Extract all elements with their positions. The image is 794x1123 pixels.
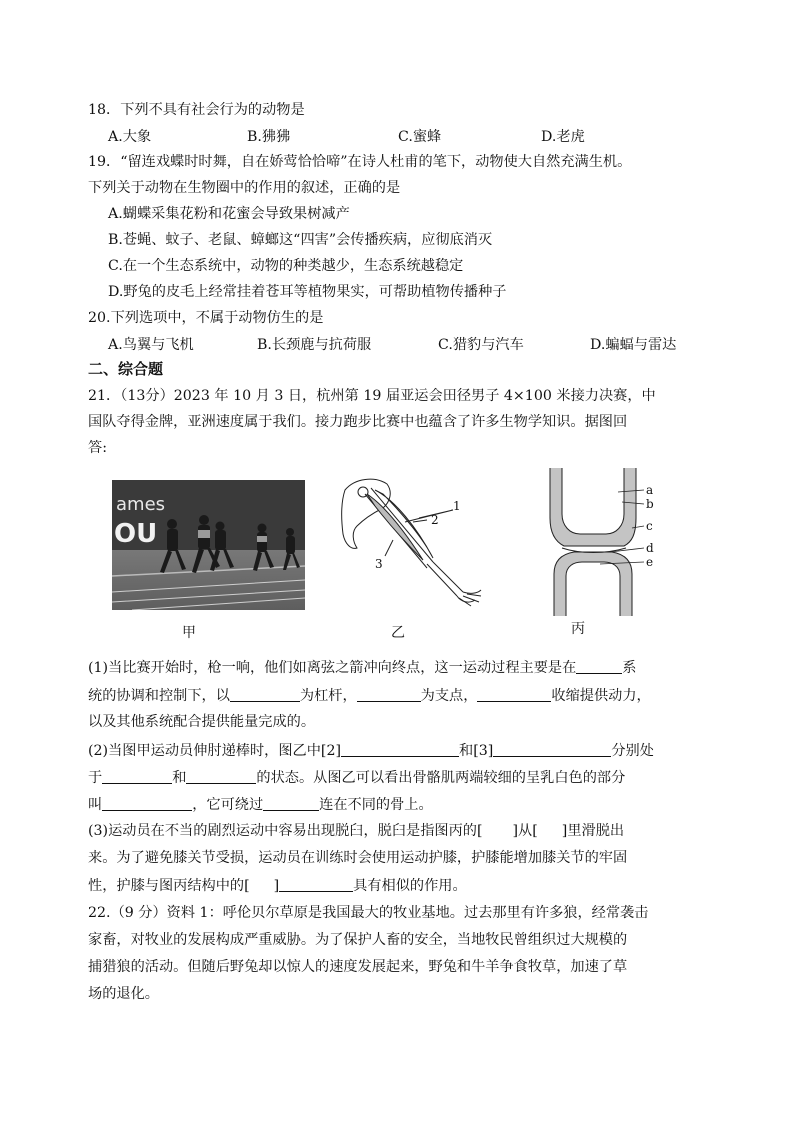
answer-blank[interactable] bbox=[186, 767, 256, 784]
q18-option-d: D.老虎 bbox=[541, 129, 585, 145]
figure-bing-joint-diagram bbox=[540, 468, 670, 616]
q21-intro-line1: 21．（13分）2023 年 10 月 3 日，杭州第 19 届亚运会田径男子 4×100 米接力决赛，中 bbox=[88, 388, 656, 404]
figure-yi-arm-diagram bbox=[335, 472, 485, 612]
q21-part1-line1: (1)当比赛开始时，枪一响，他们如离弦之箭冲向终点，这一运动过程主要是在 系 bbox=[88, 657, 637, 678]
q21-part1-line2: 统的协调和控制下，以 为杠杆， 为支点， 收缩提供动力， bbox=[88, 685, 651, 706]
q20-option-a: A.鸟翼与飞机 bbox=[108, 337, 194, 353]
q21-part3-line1: (3)运动员在不当的剧烈运动中容易出现脱臼，脱臼是指图丙的[ ]从[ ]里滑脱出 bbox=[88, 823, 625, 839]
q18-option-a: A.大象 bbox=[108, 129, 152, 145]
q21-part1-line3: 以及其他系统配合提供能量完成的。 bbox=[88, 714, 316, 730]
banner-text: ames bbox=[116, 494, 166, 515]
figure-yi-caption: 乙 bbox=[391, 625, 405, 641]
q22-line2: 家畜，对牧业的发展构成严重威胁。为了保护人畜的安全，当地牧民曾组织过大规模的 bbox=[88, 932, 628, 948]
yi-label-1: 1 bbox=[453, 499, 461, 513]
bing-label-b: b bbox=[646, 497, 654, 511]
q21-intro-line2: 国队夺得金牌，亚洲速度属于我们。接力跑步比赛中也蕴含了许多生物学知识。据图回 bbox=[88, 414, 628, 430]
answer-blank[interactable] bbox=[357, 685, 421, 702]
q19-option-c: C.在一个生态系统中，动物的种类越少，生态系统越稳定 bbox=[108, 258, 464, 274]
figure-bing-caption: 丙 bbox=[571, 621, 585, 637]
yi-label-3: 3 bbox=[375, 557, 383, 571]
bing-label-d: d bbox=[646, 541, 654, 555]
answer-blank[interactable] bbox=[341, 740, 459, 757]
answer-blank[interactable] bbox=[102, 794, 192, 811]
q19-stem-line2: 下列关于动物在生物圈中的作用的叙述，正确的是 bbox=[88, 180, 401, 196]
answer-blank[interactable] bbox=[279, 875, 353, 892]
answer-blank[interactable] bbox=[477, 685, 551, 702]
answer-blank[interactable] bbox=[102, 767, 172, 784]
q19-option-d: D.野兔的皮毛上经常挂着苍耳等植物果实，可帮助植物传播种子 bbox=[108, 284, 507, 300]
figure-jia-caption: 甲 bbox=[182, 625, 196, 641]
q21-intro-line3: 答: bbox=[88, 440, 107, 456]
q20-option-d: D.蝙蝠与雷达 bbox=[590, 337, 677, 353]
q19-option-a: A.蝴蝶采集花粉和花蜜会导致果树减产 bbox=[108, 206, 350, 222]
bing-label-a: a bbox=[646, 483, 654, 497]
q19-stem-line1: 19．“留连戏蝶时时舞，自在娇莺恰恰啼”在诗人杜甫的笔下，动物使大自然充满生机。 bbox=[88, 154, 632, 170]
section-title: 二、综合题 bbox=[88, 360, 164, 378]
bing-label-c: c bbox=[646, 519, 653, 533]
answer-blank[interactable] bbox=[263, 794, 319, 811]
q21-part3-line3: 性，护膝与图丙结构中的[ ] 具有相似的作用。 bbox=[88, 875, 467, 896]
q21-part3-line2: 来。为了避免膝关节受损，运动员在训练时会使用运动护膝，护膝能增加膝关节的牢固 bbox=[88, 850, 628, 866]
q22-line3: 捕猎狼的活动。但随后野兔却以惊人的速度发展起来，野兔和牛羊争食牧草，加速了草 bbox=[88, 959, 628, 975]
figure-jia-photo bbox=[112, 480, 305, 610]
q20-option-c: C.猎豹与汽车 bbox=[438, 337, 524, 353]
q20-option-b: B.长颈鹿与抗荷服 bbox=[257, 337, 372, 353]
q19-option-b: B.苍蝇、蚊子、老鼠、蟑螂这“四害”会传播疾病，应彻底消灭 bbox=[108, 232, 493, 248]
q21-part2-line1: (2)当图甲运动员伸肘递棒时，图乙中[2] 和[3] 分别处 bbox=[88, 740, 654, 761]
q18-option-b: B.狒狒 bbox=[247, 129, 291, 145]
answer-blank[interactable] bbox=[493, 740, 611, 757]
answer-blank[interactable] bbox=[230, 685, 300, 702]
yi-label-2: 2 bbox=[431, 513, 439, 527]
bing-label-e: e bbox=[646, 555, 654, 569]
q21-part2-line3: 叫 ，它可绕过 连在不同的骨上。 bbox=[88, 794, 433, 815]
q20-stem: 20.下列选项中，不属于动物仿生的是 bbox=[88, 310, 324, 326]
banner-text-2: OU bbox=[114, 519, 158, 549]
q18-stem: 18．下列不具有社会行为的动物是 bbox=[88, 102, 305, 118]
answer-blank[interactable] bbox=[576, 657, 622, 674]
q22-line4: 场的退化。 bbox=[88, 986, 159, 1002]
q22-line1: 22.（9 分）资料 1：呼伦贝尔草原是我国最大的牧业基地。过去那里有许多狼，经常袭击 bbox=[88, 905, 649, 921]
q18-option-c: C.蜜蜂 bbox=[398, 129, 442, 145]
q21-part2-line2: 于 和 的状态。从图乙可以看出骨骼肌两端较细的呈乳白色的部分 bbox=[88, 767, 625, 788]
